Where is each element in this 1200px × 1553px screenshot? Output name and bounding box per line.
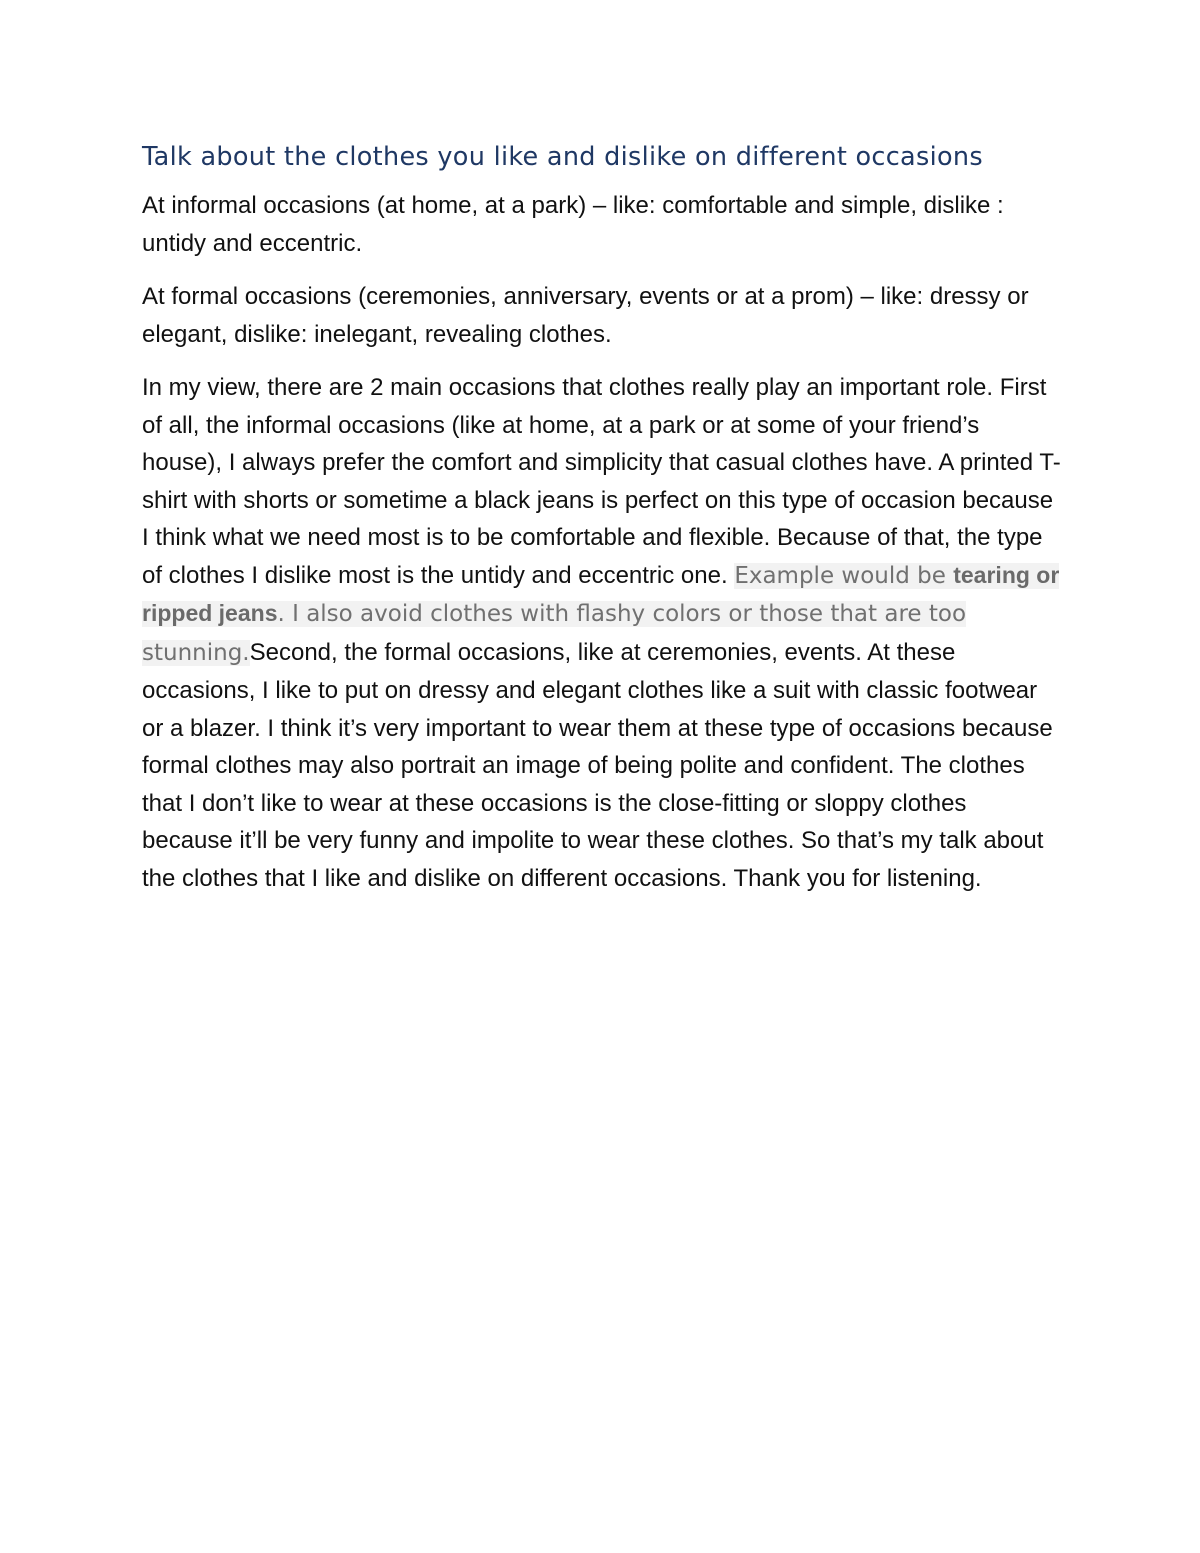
- main-talk-part-1: In my view, there are 2 main occasions that clothes really play an important role. First of all, the informal occasions (like at home, at a park or at some of your friend’s house), I always prefer the comfort and simplicity that casual clothes have. A printed T-shirt with shorts or sometime a black jeans is perfect on this type of occasion because I think what we need most is to be comfortable and flexible. Because of that, the type of clothes I dislike most is the untidy and eccentric one.: [142, 374, 1061, 589]
- highlight-bold-text: tearing or ripped jeans: [142, 561, 1060, 626]
- paragraph-main-talk: [142, 369, 1062, 897]
- document-title: Talk about the clothes you like and dislike on different occasions: [142, 142, 983, 172]
- paragraph-informal: At informal occasions (at home, at a park) – like: comfortable and simple, dislike : untidy and eccentric.: [142, 192, 1004, 257]
- paragraph-formal: At formal occasions (ceremonies, anniversary, events or at a prom) – like: dressy or elegant, dislike: inelegant, revealing clothes.: [142, 283, 1029, 348]
- highlight-text-1: Example would be: [734, 562, 954, 589]
- document-body: [142, 140, 1062, 913]
- highlight-text-2: . I also avoid clothes with flashy colors or those that are too stunning.: [142, 601, 967, 666]
- main-talk-part-2: Second, the formal occasions, like at ceremonies, events. At these occasions, I like to put on dressy and elegant clothes like a suit with classic footwear or a blazer. I think it’s very important to wear them at these type of occasions because formal clothes may also portrait an image of being polite and confident. The clothes that I don’t like to wear at these occasions is the close-fitting or sloppy clothes because it’ll be very funny and impolite to wear these clothes. So that’s my talk about the clothes that I like and dislike on different occasions. Thank you for listening.: [142, 638, 1053, 892]
